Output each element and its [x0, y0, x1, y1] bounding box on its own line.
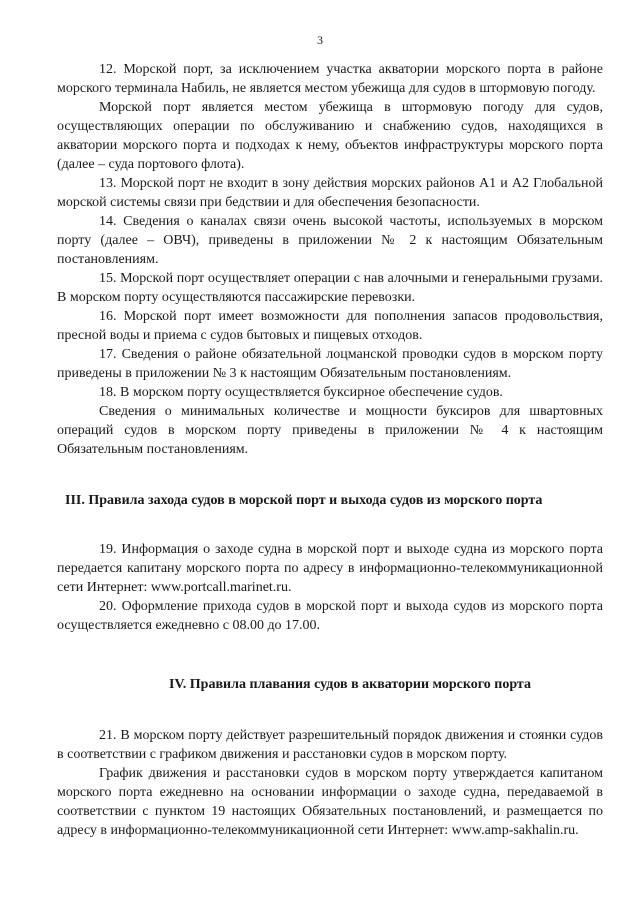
paragraph-18: 18. В морском порту осуществляется буксирное обеспечение судов. [99, 385, 503, 400]
section-4 [57, 675, 603, 840]
paragraph-15: 15. Морской порт осуществляет операции с нав алочными и генеральными грузами. В морском порту осуществляются пассажирские перевозки. [57, 271, 603, 305]
document-body [57, 60, 603, 840]
section-3 [57, 491, 603, 635]
section-4-heading: IV. Правила плавания судов в акватории морского порта [169, 677, 531, 692]
page-number: 3 [317, 33, 323, 47]
paragraph-16: 16. Морской порт имеет возможности для пополнения запасов продовольствия, пресной воды и приема с судов бытовых и пищевых отходов. [57, 309, 603, 343]
paragraph-13: 13. Морской порт не входит в зону действия морских районов А1 и А2 Глобальной морской системы связи при бедствии и для обеспечения безопасности. [57, 176, 603, 210]
paragraph-19: 19. Информация о заходе судна в морской порт и выходе судна из морского порта передается капитану морского порта по адресу в информационно-телекоммуникационной сети Интернет: www.portcall.marinet.ru. [57, 542, 603, 595]
paragraph-12-continued: Морской порт является местом убежища в штормовую погоду для судов, осуществляющих операции по обслуживанию и снабжению судов, находящихся в акватории морского порта и подходах к нему, объектов инфраструктуры морского порта (далее – суда портового флота). [57, 100, 603, 172]
paragraph-12: 12. Морской порт, за исключением участка акватории морского порта в районе морского терминала Набиль, не является местом убежища для судов в штормовую погоду. [57, 62, 603, 96]
paragraph-17: 17. Сведения о районе обязательной лоцманской проводки судов в морском порту приведены в приложении № 3 к настоящим Обязательным постановлениям. [57, 347, 603, 381]
paragraph-21-continued: График движения и расстановки судов в морском порту утверждается капитаном морского порта ежедневно на основании информации о заходе судна, передаваемой в соответствии с пунктом 19 настоящих Обязательных постановлений, и размещается по адресу в информационно-телекоммуникационной сети Интернет: www.amp-sakhalin.ru. [57, 766, 603, 838]
paragraph-14: 14. Сведения о каналах связи очень высокой частоты, используемых в морском порту (далее – ОВЧ), приведены в приложении № 2 к настоящим Обязательным постановлениям. [57, 214, 603, 267]
paragraph-18-continued: Сведения о минимальных количестве и мощности буксиров для швартовных операций судов в морском порту приведены в приложении № 4 к настоящим Обязательным постановлениям. [57, 404, 603, 457]
paragraph-21: 21. В морском порту действует разрешительный порядок движения и стоянки судов в соответствии с графиком движения и расстановки судов в морском порту. [57, 728, 603, 762]
paragraph-20: 20. Оформление прихода судов в морской порт и выхода судов из морского порта осуществляется ежедневно с 08.00 до 17.00. [57, 599, 603, 633]
section-2-continuation [57, 60, 603, 459]
section-3-heading: III. Правила захода судов в морской порт и выхода судов из морского порта [65, 493, 543, 508]
